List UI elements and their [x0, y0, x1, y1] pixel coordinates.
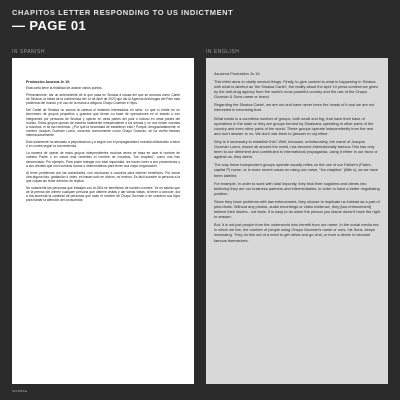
spanish-paragraph: No solamente las personas que trabajan con la DEA se benefician de nuestro nombre. Ya es sabido que de la prensa del crimen cualquier persona que obtiene visitas y dar varias vistas, al tener a conocer, día a día aumenta la cantidad de personas que usan el nombre de Chapo Guzmán e de nosotros sus hijos para llamar la atención del consumidor. — [26, 185, 180, 203]
spanish-column-label: IN SPANISH — [12, 49, 45, 55]
page-title: — PAGE 01 — [12, 18, 87, 33]
english-paragraph: Why is it necessary to establish this? Well, because, unfortunately, the name of Joaquín Guzmán Loera, known all around the world, has become internationally famous.This has only been to our detriment and contributed to international propaganda, using it either in our favor or against us, they deem. — [214, 138, 378, 160]
english-column-label: IN ENGLISH — [206, 49, 240, 55]
english-translation-panel — [206, 58, 388, 384]
spanish-paragraph: Del Cartel de Sinaloa no somos la cabeza ni estamos interesados en serlo. Lo que sí existe es un sinnúmero de grupos pequeños y grandes que tienen su base de operaciones en el estado o con integrantes por personas de Sinaloa y operan en otras partes del país o incluso en otras partes del mundo. Estos grupos operan de manera totalmente independiente a los demás y no nos rinden cuentas a nosotros, ni se las rendimos. ¿Por qué la necesidad de establecer esto? Porque, desgraciadamente, el nombre Joaquín Guzmán Loera, conocido comúnmente como Chapo Guzmán, se ha vuelto famoso internacionalmente. — [26, 108, 180, 138]
english-paragraph: This letter aims to clarify several things. Firstly, to give context to what is happening in Sinaloa with what is labeled as 'the Sinaloa Cartel', the reality about the April 14 press conference given by the anti-drug agency from the world's most powerful country and the use of the Chapo Guzmán & Sons name or brand. — [214, 79, 379, 100]
english-paragraph: For example, in order to work with total impunity, they trick their suppliers and clients into believing they are our business partners and intermediaries, in order to have a better negotiating position. — [214, 180, 380, 196]
spanish-letter-panel — [12, 58, 194, 384]
header-kicker: CHAPITOS LETTER RESPONDING TO US INDICTMENT — [12, 8, 234, 17]
english-paragraph: Since they have problems with law enforcement, they choose to implicate us instead as a part of plea deals. Without any photos, audio recordings or video evidence, they [law enforcement] believe their stories - not facts. It is easy to do when the person you blame doesn't have the right to answer. — [214, 198, 380, 220]
page-header — [12, 8, 388, 33]
spanish-paragraph: Esto solamente ha abonado a perjudicarnos y a seguir con el propagandismo mundial utilizándolo a favor o en contra según la conveniencia. — [26, 140, 180, 149]
spanish-paragraph: Al tener problemas con las autoridades, nos involucran a nosotros para obtener beneficios. Por tomar otra alguna foto, grabación o video, es basan solo en dichos, no hechos. Es fácil suceder la persona a la que culpas sin tener derecho de réplica. — [26, 170, 180, 184]
spanish-letter-heading: Producción Azucena Jn 10: — [26, 80, 71, 84]
source-credit: INFOBAE — [12, 389, 28, 393]
english-paragraph: What exists is a countless number of groups, both small and big, that have their base of operations in the state or they are groups formed by Sinaloans operating in other parts of the country and even other parts of the world. These groups operate independently from the rest and don't answer to us. We don't ask them to [answer to us] either. — [214, 115, 374, 136]
spanish-paragraph: Esta carta tiene la finalidad de aclarar varios puntos. — [26, 86, 103, 91]
english-letter-heading: Azucena Production Jn 10: — [214, 71, 261, 76]
english-paragraph: Regarding the Sinaloa Cartel, we are not and have never been the heads of it and we are not interested in becoming that. — [214, 102, 375, 113]
english-paragraph: But, it is not just people from the underworld who benefit from our name. In the social media era in which we live, the number of people using Chapo Guzmán's name or ours, his Sons, keeps increasing. They do this out of a need to get views and go viral, or from a desire to become famous themselves. — [214, 222, 379, 243]
spanish-paragraph: La manera de operar de estos grupos independientes muchas veces se basa en usar el nombre de nuestro Padre o en casos más recientes el nombre de nosotros, "los chapitos", como nos han denominado. Por ejemplo, Para poder trabajar con total impunidad, les hacen creer a sus proveedores y a sus clientes que son nuestros socios o intermediarios para tener una mejor negociación. — [26, 151, 180, 168]
spanish-paragraph: Primeramente, dar un antecedente de lo que pasa en Sinaloa a causa del que se anuncia como Cartel de Sinaloa, la mitad de la conferencia del 14 de Abril de 2023 que dio la Agencia Antidrogas del País más poderosa del mundo y el uso de la marca a aleguna Chapo Guzmán e Hijos. — [26, 93, 180, 106]
english-paragraph: The way these independent groups operate usually relies on the use of our Father's (Padre, capital P) name, or in more recent cases on using our name, "los chapitos" (little c), as we have been labeled. — [214, 162, 379, 178]
